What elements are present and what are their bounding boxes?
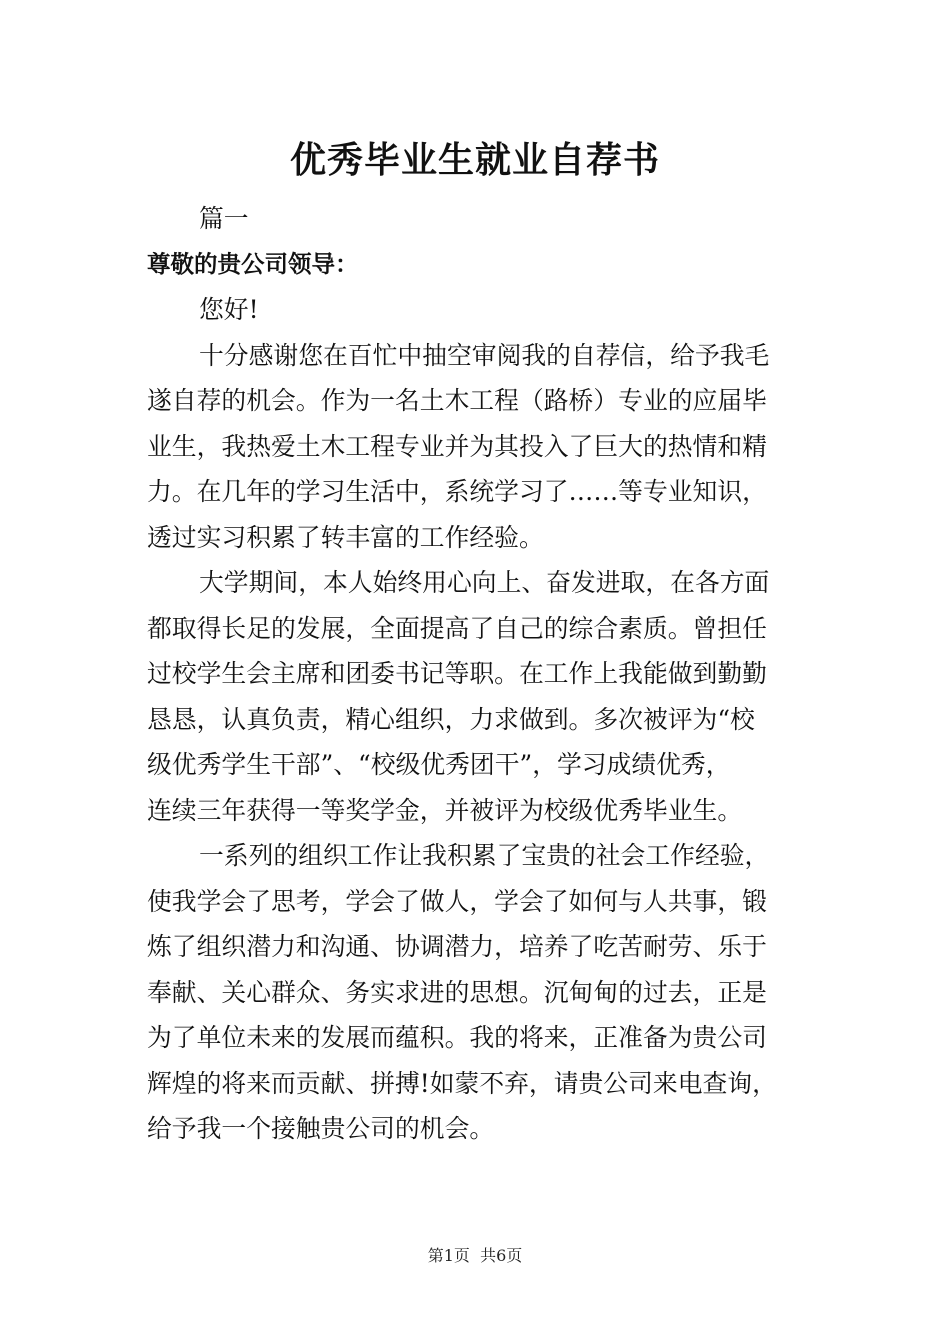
paragraph-line: 十分感谢您在百忙中抽空审阅我的自荐信，给予我毛 xyxy=(199,340,770,370)
section-label: 篇一 xyxy=(199,204,249,233)
paragraph-line: 恳恳，认真负责，精心组织，力求做到。多次被评为“校 xyxy=(147,704,755,734)
salutation: 您好! xyxy=(199,295,259,324)
paragraph-line: 给予我一个接触贵公司的机会。 xyxy=(147,1114,495,1143)
paragraph-line: 遂自荐的机会。作为一名土木工程（路桥）专业的应届毕 xyxy=(147,386,767,415)
paragraph-line: 连续三年获得一等奖学金，并被评为校级优秀毕业生。 xyxy=(147,795,743,825)
paragraph-line: 都取得长足的发展，全面提高了自己的综合素质。曾担任 xyxy=(147,613,767,643)
greeting: 尊敬的贵公司领导： xyxy=(147,249,359,278)
paragraph-line: 业生，我热爱土木工程专业并为其投入了巨大的热情和精 xyxy=(147,431,767,461)
paragraph-line: 过校学生会主席和团委书记等职。在工作上我能做到勤勤 xyxy=(147,659,767,688)
paragraph-line: 奉献、关心群众、务实求进的思想。沉甸甸的过去，正是 xyxy=(147,977,767,1007)
paragraph-2 xyxy=(147,560,807,833)
page-number: 第1页 共6页 xyxy=(427,1246,523,1265)
letter-body xyxy=(147,196,807,1152)
paragraph-line: 一系列的组织工作让我积累了宝贵的社会工作经验， xyxy=(199,841,770,870)
paragraph-line: 大学期间，本人始终用心向上、奋发进取，在各方面 xyxy=(199,568,770,597)
paragraph-line: 为了单位未来的发展而蕴积。我的将来，正准备为贵公司 xyxy=(147,1023,767,1052)
paragraph-line: 力。在几年的学习生活中，系统学习了……等专业知识， xyxy=(147,477,767,506)
paragraph-line: 炼了组织潜力和沟通、协调潜力，培养了吃苦耐劳、乐于 xyxy=(147,932,767,961)
paragraph-line: 透过实习积累了转丰富的工作经验。 xyxy=(147,522,544,552)
paragraph-line: 级优秀学生干部”、“校级优秀团干”，学习成绩优秀， xyxy=(147,750,731,779)
paragraph-line: 辉煌的将来而贡献、拼搏!如蒙不弃，请贵公司来电查询， xyxy=(147,1068,777,1098)
paragraph-3 xyxy=(147,833,807,1152)
paragraph-1 xyxy=(147,333,807,561)
paragraph-line: 使我学会了思考，学会了做人，学会了如何与人共事，锻 xyxy=(147,886,767,916)
document-title: 优秀毕业生就业自荐书 xyxy=(289,139,660,181)
